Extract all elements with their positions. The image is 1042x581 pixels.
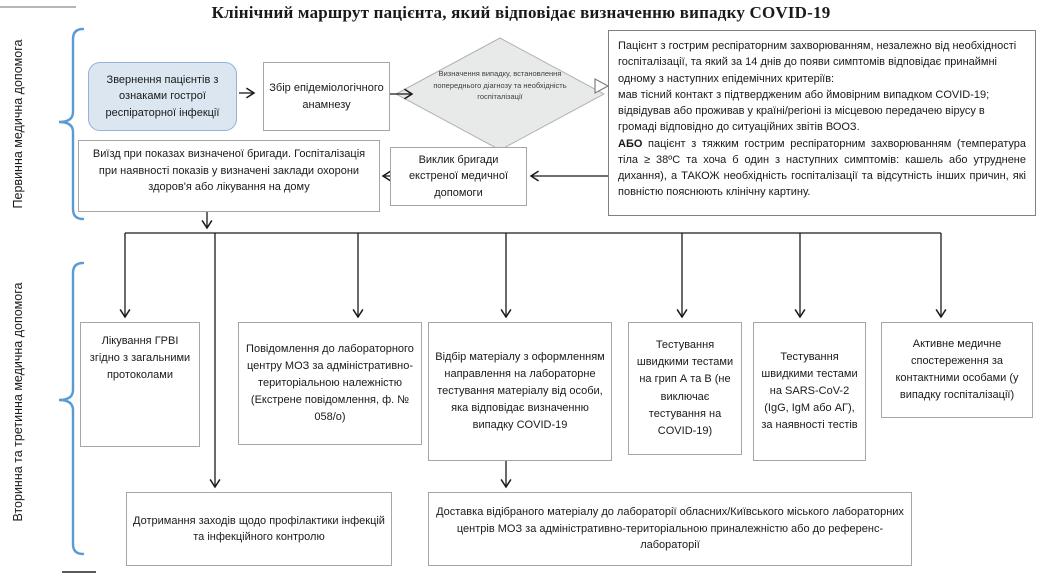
decision-diamond-label: Визначення випадку, встановлення попереднього діагнозу та необхідність госпіталізації <box>433 69 567 102</box>
anamnesis-box-label: Збір епідеміологічного анамнезу <box>269 82 384 111</box>
infection-control-box-label: Дотримання заходів щодо профілактики інфекцій та інфекційного контролю <box>133 514 385 543</box>
referral-box-label: Звернення пацієнтів з ознаками гострої респіраторної інфекції <box>105 73 220 119</box>
action-box-flu-testing-label: Тестування швидкими тестами на грип А та В (не виключає тестування на COVID-19) <box>636 339 734 437</box>
action-box-contact-observation-label: Активне медичне спостереження за контактними особами (у випадку госпіталізації) <box>895 337 1019 402</box>
action-box-contact-observation <box>881 322 1033 418</box>
action-box-flu-testing <box>628 322 742 455</box>
action-box-sampling-label: Відбір матеріалу з оформленням направлення на лабораторне тестування матеріалу від особи, яка відповідає визначенню випадку COVID-19 <box>435 350 605 432</box>
dispatch-box <box>78 140 380 212</box>
material-delivery-box-label: Доставка відібраного матеріалу до лабораторії обласних/Київського міського лабораторних центрів МОЗ за адміністративно-територіальною приналежністю або до референс-лабораторії <box>436 506 904 552</box>
criteria-paragraph-4-text: пацієнт з тяжким гострим респіраторним захворюванням (температура тіла ≥ 38ºС та хоча б один з наступних симптомів: кашель або утруднене дихання), а ТАКОЖ необхідність госпіталізації та відсутність інших причин, які повністю пояснюють клінічну картину. <box>618 137 1026 199</box>
open-arrow-diamond-to-criteria <box>595 79 608 93</box>
action-box-treatment <box>80 322 200 447</box>
infection-control-box <box>126 492 392 566</box>
criteria-paragraph-2: мав тісний контакт з підтвердженим або ймовірним випадком COVID-19; <box>618 88 990 101</box>
case-criteria-box <box>608 30 1036 216</box>
material-delivery-box <box>428 492 912 566</box>
referral-box <box>88 62 237 131</box>
criteria-paragraph-4 <box>618 136 1026 201</box>
dispatch-box-label: Виїзд при показах визначеної бригади. Госпіталізація при наявності показів у визначені заклади охорони здоров'я або лікування на дому <box>92 148 366 193</box>
section-label-primary-care: Первинна медична допомога <box>11 39 25 209</box>
action-box-sars-testing <box>753 322 866 461</box>
action-box-treatment-label: Лікування ГРВІ згідно з загальними протоколами <box>89 335 191 382</box>
anamnesis-box <box>263 62 390 131</box>
section-label-secondary-care: Вторинна та третинна медична допомога <box>11 282 25 522</box>
criteria-paragraph-3: відвідував або проживав у країні/регіоні із місцевою передачею вірусу в громаді відповідно до ситуаційних звітів ВООЗ. <box>618 105 985 134</box>
ambulance-call-box-label: Виклик бригади екстреної медичної допомоги <box>408 153 509 199</box>
action-box-sampling <box>428 322 612 461</box>
action-box-lab-notification <box>238 322 422 445</box>
ambulance-call-box <box>390 147 527 206</box>
criteria-or-keyword: АБО <box>618 137 643 150</box>
action-box-lab-notification-label: Повідомлення до лабораторного центру МОЗ за адміністративно-територіальною належністю (Екстрене повідомлення, ф. № 058/о) <box>246 342 414 424</box>
action-box-sars-testing-label: Тестування швидкими тестами на SARS-CoV-2 (IgG, IgM або АГ), за наявності тестів <box>761 350 858 432</box>
page-title: Клінічний маршрут пацієнта, який відповідає визначенню випадку COVID-19 <box>211 3 831 22</box>
criteria-paragraph-1: Пацієнт з гострим респіраторним захворюванням, незалежно від необхідності госпіталізації, та який за 14 днів до появи симптомів відповідає принаймні одному з наступних епідемічних критеріїв: <box>618 40 1017 85</box>
